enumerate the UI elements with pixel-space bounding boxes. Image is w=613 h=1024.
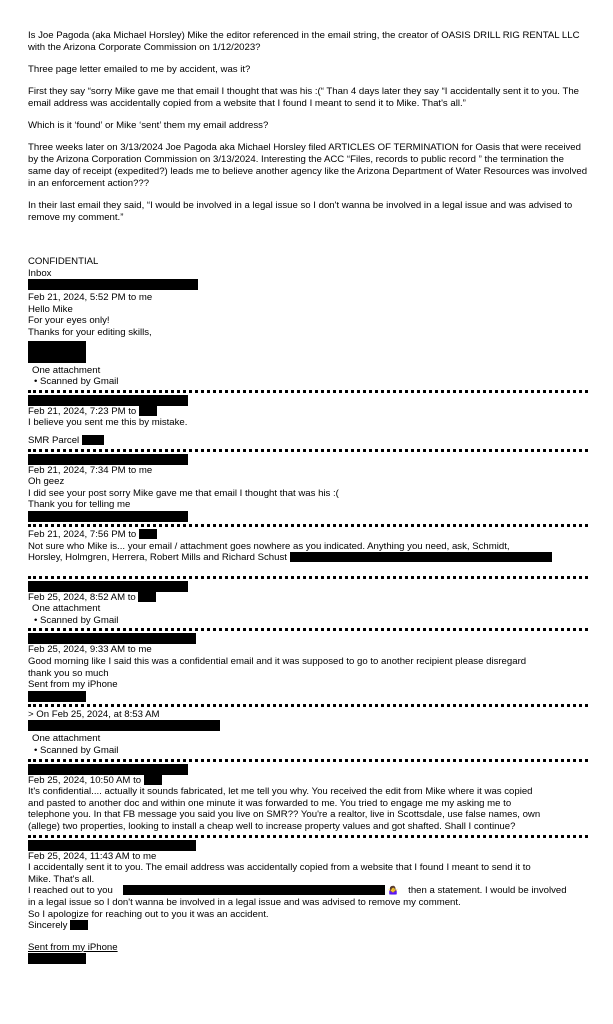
message-line: I accidentally sent it to you. The email address was accidentally copied from a website that I found I meant to send it to	[28, 862, 531, 874]
redaction-bar	[28, 454, 188, 465]
message-line: Sincerely	[28, 920, 68, 932]
message-line: Oh geez	[28, 476, 65, 488]
intro-paragraph-4: Which is it ‘found’ or Mike ‘sent’ them my email address?	[28, 120, 269, 131]
email-thread	[28, 256, 598, 964]
message-line: Not sure who Mike is... your email / attachment goes nowhere as you indicated. Anything you need, ask, Schmidt,	[28, 540, 510, 552]
redaction-bar	[28, 341, 86, 352]
message-date: Feb 25, 2024, 10:50 AM to	[28, 774, 142, 786]
message-line: I believe you sent me this by mistake.	[28, 417, 188, 429]
redaction-bar	[28, 953, 86, 964]
scanned-label: • Scanned by Gmail	[34, 614, 119, 626]
shrug-emoji: 🤷‍♀️	[388, 886, 399, 896]
message-date: Feb 21, 2024, 7:34 PM to me	[28, 464, 153, 476]
message-line: SMR Parcel	[28, 434, 80, 446]
divider	[28, 628, 588, 631]
message-line: Good morning like I said this was a confidential email and it was supposed to go to another recipient please disregard	[28, 656, 527, 668]
message-date: Feb 25, 2024, 11:43 AM to me	[28, 850, 157, 862]
redaction-bar	[139, 406, 157, 416]
message-line: telephone you. In that FB message you said you live on SMR?? You're a realtor, live in Scottsdale, use false names, own	[28, 809, 541, 821]
message-line-with-redaction	[28, 435, 598, 447]
message-line: Horsley, Holmgren, Herrera, Robert Mills and Richard Schust	[28, 552, 287, 564]
message-line: Hello Mike	[28, 303, 73, 315]
message-line: For your eyes only!	[28, 315, 110, 327]
attachment-label: One attachment	[32, 603, 101, 615]
message-date-line	[28, 406, 598, 418]
attachment-label: One attachment	[32, 733, 101, 745]
redaction-bar	[28, 764, 188, 775]
divider	[28, 449, 588, 452]
message-line: Mike. That's all.	[28, 873, 95, 885]
quoted-header: > On Feb 25, 2024, at 8:53 AM	[28, 708, 160, 720]
message-date: Feb 25, 2024, 8:52 AM to	[28, 591, 136, 603]
message-line: Thank you for telling me	[28, 499, 131, 511]
divider	[28, 576, 588, 579]
message-line: Sent from my iPhone	[28, 679, 118, 691]
message-line: I reached out to you	[28, 885, 113, 897]
redaction-bar	[144, 775, 162, 785]
scanned-label: • Scanned by Gmail	[34, 376, 119, 388]
message-date-line	[28, 529, 598, 541]
redaction-bar	[28, 720, 220, 731]
intro-paragraph-1: Is Joe Pagoda (aka Michael Horsley) Mike the editor referenced in the email string, the creator of OASIS DRILL RIG RENTAL LLC with the Arizona Corporate Commission on 1/12/2023?	[28, 30, 580, 53]
message-date: Feb 21, 2024, 5:52 PM to me	[28, 292, 153, 304]
redaction-bar	[28, 581, 188, 592]
message-line-with-redaction	[28, 920, 598, 932]
message-line: in a legal issue so I don't wanna be involved in a legal issue and was advised to remove my comment.	[28, 896, 461, 908]
message-date: Feb 25, 2024, 9:33 AM to me	[28, 644, 152, 656]
message-date: Feb 21, 2024, 7:23 PM to	[28, 405, 137, 417]
divider	[28, 835, 588, 838]
message-line: So I apologize for reaching out to you it was an accident.	[28, 908, 269, 920]
attachment-label: One attachment	[32, 364, 101, 376]
message-date-line	[28, 592, 598, 604]
intro-paragraph-2: Three page letter emailed to me by accident, was it?	[28, 64, 251, 75]
scanned-label: • Scanned by Gmail	[34, 745, 119, 757]
redaction-bar	[290, 552, 552, 562]
message-line: thank you so much	[28, 667, 109, 679]
message-line: (allege) two properties, looking to install a cheap well to increase property values and got shafted. Shall I continue?	[28, 821, 516, 832]
message-line: Thanks for your editing skills,	[28, 326, 152, 338]
message-line: I did see your post sorry Mike gave me that email I thought that was his :(	[28, 487, 339, 499]
redaction-bar	[138, 592, 156, 602]
message-line-with-redaction	[28, 885, 598, 897]
redaction-bar	[139, 529, 157, 539]
intro-paragraph-3: First they say “sorry Mike gave me that email I thought that was his :(“ Than 4 days later they say “I accidentally sent it to you. The email address was accidentally copied from a website that I found I meant to send it to Mike. That's all.”	[28, 86, 579, 109]
intro-paragraph-6: In their last email they said, “I would be involved in a legal issue so I don't wanna be involved in a legal issue and was advised to remove my comment.”	[28, 200, 573, 223]
redaction-bar	[28, 511, 188, 522]
redaction-bar	[28, 395, 188, 406]
divider	[28, 704, 588, 707]
message-line-with-redaction	[28, 552, 598, 564]
confidential-label: CONFIDENTIAL	[28, 256, 99, 267]
redaction-bar	[28, 633, 196, 644]
intro-section	[28, 30, 588, 234]
message-date: Feb 21, 2024, 7:56 PM to	[28, 528, 137, 540]
redaction-bar	[28, 352, 86, 363]
redaction-bar	[28, 279, 198, 290]
message-line: and pasted to another doc and within one minute it was forwarded to me. You tried to engage me my asking me to	[28, 797, 512, 809]
redaction-bar	[70, 920, 88, 930]
inbox-label: Inbox	[28, 267, 52, 279]
redaction-bar	[82, 435, 104, 445]
divider	[28, 759, 588, 762]
message-line: then a statement. I would be involved	[408, 885, 567, 897]
divider	[28, 390, 588, 393]
message-date-line	[28, 775, 598, 787]
message-line: It's confidential.... actually it sounds fabricated, let me tell you why. You received the edit from Mike where it was copied	[28, 786, 533, 798]
redaction-bar	[28, 691, 86, 702]
redaction-bar	[123, 885, 385, 895]
intro-paragraph-5: Three weeks later on 3/13/2024 Joe Pagoda aka Michael Horsley filed ARTICLES OF TERMINATION for Oasis that were received by the Arizona Corporation Commission on 3/13/2024. Interesting the ACC “Files, records to public record ” the termination the same day of receipt (expedited?) leads me to believe another agency like the Arizona Department of Water Resources was involved in an enforcement action???	[28, 142, 588, 189]
redaction-bar	[28, 840, 196, 851]
divider	[28, 524, 588, 527]
message-line: Sent from my iPhone	[28, 941, 118, 953]
